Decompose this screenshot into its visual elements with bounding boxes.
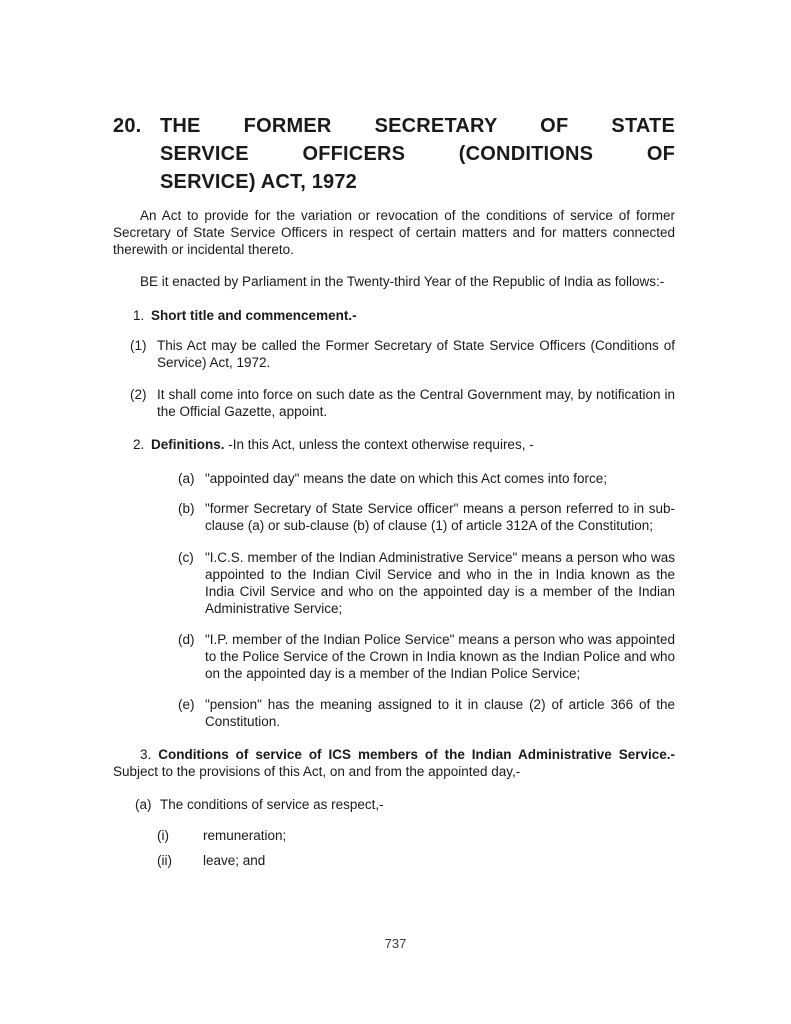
subclause-3-i-marker: (i) <box>157 828 169 843</box>
definition-e-marker: (e) <box>178 697 195 712</box>
definition-d-marker: (d) <box>178 632 195 647</box>
section-1-title: Short title and commencement.- <box>151 308 357 323</box>
clause-3-a-marker: (a) <box>135 797 152 812</box>
subclause-3-i-text: remuneration; <box>203 828 287 843</box>
clause-1-1-text: This Act may be called the Former Secretary of State Service Officers (Conditions of Service) Act, 1972. <box>157 338 675 370</box>
definition-c-marker: (c) <box>178 550 194 565</box>
act-title-lines <box>160 112 675 196</box>
section-2-heading <box>133 436 675 453</box>
definition-b <box>178 500 675 534</box>
document-content <box>113 112 675 869</box>
subclause-3-i <box>157 827 675 844</box>
clause-3-a <box>135 796 675 813</box>
page-number: 737 <box>384 936 407 951</box>
clause-3-a-text: The conditions of service as respect,- <box>160 797 384 812</box>
subclause-3-ii-text: leave; and <box>203 853 266 868</box>
definition-e-text: "pension" has the meaning assigned to it in clause (2) of article 366 of the Constitution. <box>205 697 675 729</box>
section-2-title: Definitions. <box>151 437 225 452</box>
definition-b-marker: (b) <box>178 501 195 516</box>
definition-a-text: "appointed day" means the date on which this Act comes into force; <box>205 471 608 486</box>
definition-c-text: "I.C.S. member of the Indian Administrative Service" means a person who was appointed to the Indian Civil Service and who in the in India known as the India Civil Service and who on the appointed day is a member of the Indian Administrative Service; <box>205 550 675 616</box>
definition-c <box>178 549 675 617</box>
section-1-heading <box>133 307 675 324</box>
clause-1-2 <box>130 386 675 420</box>
definition-a <box>178 470 675 487</box>
act-title-line-3: SERVICE) ACT, 1972 <box>160 171 358 193</box>
act-title-line-1: THE FORMER SECRETARY OF STATE <box>160 115 675 137</box>
section-2-number: 2. <box>133 437 145 452</box>
definition-b-text: "former Secretary of State Service officer" means a person referred to in sub-clause (a) or sub-clause (b) of clause (1) of article 312A of the Constitution; <box>205 501 675 533</box>
section-3-paragraph <box>113 746 675 780</box>
act-title-line-2: SERVICE OFFICERS (CONDITIONS OF <box>160 143 675 165</box>
clause-1-1-marker: (1) <box>130 338 147 353</box>
definition-e <box>178 696 675 730</box>
definition-a-marker: (a) <box>178 471 195 486</box>
clause-1-2-marker: (2) <box>130 387 147 402</box>
subclause-3-ii <box>157 852 675 869</box>
definition-d-text: "I.P. member of the Indian Police Service" means a person who was appointed to the Police Service of the Crown in India known as the Indian Police and who on the appointed day is a member of the Indian Police Service; <box>205 632 675 681</box>
clause-1-1 <box>130 337 675 371</box>
section-3-number: 3. <box>140 747 152 762</box>
section-3-title: Conditions of service of ICS members of the Indian Administrative Service.- <box>158 747 675 762</box>
definition-d <box>178 631 675 682</box>
section-2-heading-rest: -In this Act, unless the context otherwise requires, - <box>228 437 534 452</box>
act-title-number: 20. <box>113 115 142 137</box>
enacting-clause: BE it enacted by Parliament in the Twenty-third Year of the Republic of India as follows:- <box>140 274 665 289</box>
subclause-3-ii-marker: (ii) <box>157 853 172 868</box>
section-3-text: Subject to the provisions of this Act, on and from the appointed day,- <box>113 764 521 779</box>
section-1-number: 1. <box>133 308 145 323</box>
clause-1-2-text: It shall come into force on such date as the Central Government may, by notification in the Official Gazette, appoint. <box>157 387 675 419</box>
preamble-paragraph: An Act to provide for the variation or revocation of the conditions of service of former Secretary of State Service Officers in respect of certain matters and for matters connected therewith or incidental thereto. <box>113 208 675 257</box>
act-title <box>113 112 675 196</box>
